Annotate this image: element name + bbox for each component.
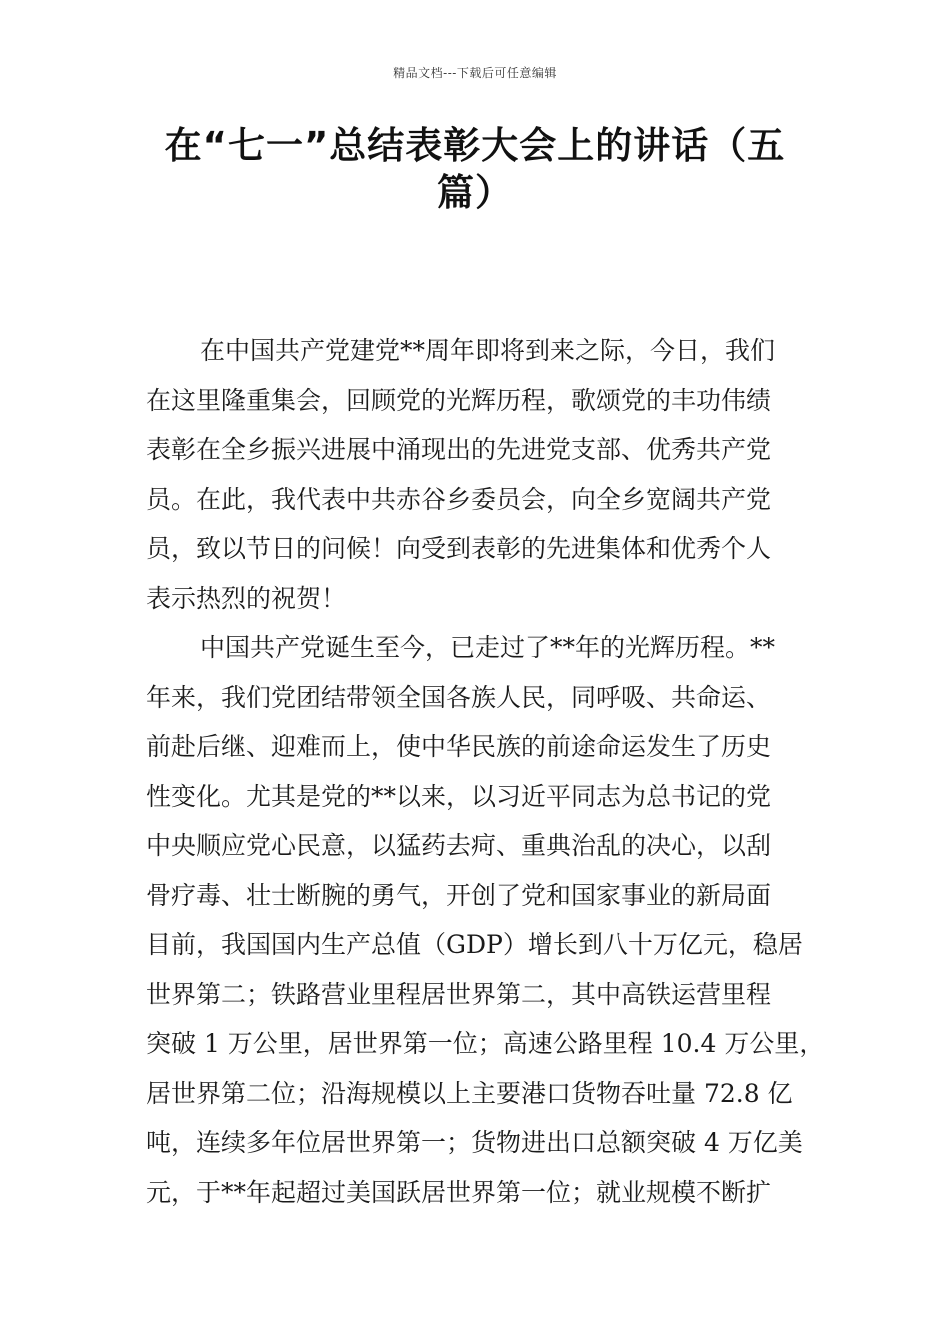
document-body [146,326,825,1217]
paragraph-2-line-7: 目前，我国国内生产总值（GDP）增长到八十万亿元，稳居 [146,930,803,959]
document-title [130,122,820,216]
paragraph-2-line-4: 性变化。尤其是党的**以来，以习近平同志为总书记的党 [146,781,772,811]
paragraph-2-line-6: 骨疗毒、壮士断腕的勇气，开创了党和国家事业的新局面 [146,880,772,910]
paragraph-2-line-3: 前赴后继、迎难而上，使中华民族的前途命运发生了历史 [146,732,772,761]
paragraph-2-line-9: 突破 1 万公里，居世界第一位；高速公路里程 10.4 万公里， [146,1029,825,1058]
header-note: 精品文档---下载后可任意编辑 [393,66,557,80]
title-line-2: 篇） [437,171,513,214]
paragraph-2-line-5: 中央顺应党心民意，以猛药去疴、重典治乱的决心，以刮 [146,831,772,860]
paragraph-1-line-3: 表彰在全乡振兴进展中涌现出的先进党支部、优秀共产党 [146,435,772,464]
paragraph-2-line-12: 元，于**年起超过美国跃居世界第一位；就业规模不断扩 [146,1177,772,1207]
paragraph-2-line-11: 吨，连续多年位居世界第一；货物进出口总额突破 4 万亿美 [146,1128,803,1157]
paragraph-1-line-6: 表示热烈的祝贺！ [146,583,347,613]
paragraph-2-line-1: 中国共产党诞生至今，已走过了**年的光辉历程。** [200,633,776,662]
paragraph-1-line-4: 员。在此，我代表中共赤谷乡委员会，向全乡宽阔共产党 [146,484,772,514]
paragraph-1-line-2: 在这里隆重集会，回顾党的光辉历程，歌颂党的丰功伟绩 [146,385,772,415]
paragraph-2-line-2: 年来，我们党团结带领全国各族人民，同呼吸、共命运、 [146,682,772,712]
paragraph-1-line-5: 员，致以节日的问候！向受到表彰的先进集体和优秀个人 [146,534,772,563]
paragraph-1-line-1: 在中国共产党建党**周年即将到来之际，今日，我们 [200,336,776,365]
paragraph-2-line-10: 居世界第二位；沿海规模以上主要港口货物吞吐量 72.8 亿 [146,1078,793,1108]
title-line-1: 在“七一”总结表彰大会上的讲话（五 [164,124,786,167]
paragraph-2-line-8: 世界第二；铁路营业里程居世界第二，其中高铁运营里程 [146,979,772,1009]
